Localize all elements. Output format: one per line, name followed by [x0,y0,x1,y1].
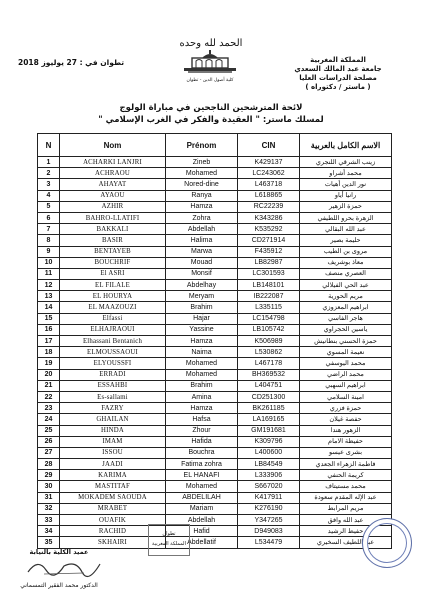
cell-cin: L530862 [238,347,300,358]
cell-nom: ELMOUSSAOUI [60,347,166,358]
cell-arabic: حمزة فزري [300,403,392,414]
cell-cin: CD251300 [238,391,300,402]
cell-prenom: Abdellatif [166,537,238,548]
table-row [38,168,392,179]
faculty-logo [178,50,242,76]
cell-num: 15 [38,313,60,324]
cell-nom: MASTITAF [60,481,166,492]
cell-cin: L534479 [238,537,300,548]
cell-cin: CD271914 [238,235,300,246]
table-header-row [38,134,392,157]
cell-num: 6 [38,212,60,223]
cell-prenom: Zhour [166,425,238,436]
cell-num: 4 [38,190,60,201]
cell-num: 2 [38,168,60,179]
cell-nom: ELHAJRAOUI [60,324,166,335]
cell-num: 35 [38,537,60,548]
cell-cin: D949083 [238,526,300,537]
cell-cin: LB84549 [238,459,300,470]
institution-line-1: المملكة المغربية [310,56,366,64]
stamp-line-2: المملكة المغربية [152,541,186,547]
cell-prenom: Mohamed [166,481,238,492]
table-row [38,358,392,369]
cell-num: 20 [38,369,60,380]
cell-arabic: عبد اللطيف السخيري [300,537,392,548]
table-row [38,157,392,168]
header-cin: CIN [238,134,300,157]
cell-cin: L333906 [238,470,300,481]
table-row [38,380,392,391]
cell-prenom: Abdellah [166,515,238,526]
cell-arabic: مريم الحورية [300,291,392,302]
cell-num: 23 [38,403,60,414]
table-row [38,414,392,425]
cell-num: 30 [38,481,60,492]
cell-arabic: عبد الحي الفيلالي [300,280,392,291]
cell-prenom: Brahim [166,302,238,313]
table-row [38,347,392,358]
candidates-table [37,133,392,549]
cell-num: 7 [38,224,60,235]
table-row [38,280,392,291]
cell-cin: Y347265 [238,515,300,526]
cell-nom: HINDA [60,425,166,436]
table-row [38,235,392,246]
cell-cin: LC154798 [238,313,300,324]
cell-arabic: حمزة الزهير [300,201,392,212]
cell-nom: ISSOU [60,447,166,458]
table-row [38,246,392,257]
cell-prenom: Mohamed [166,358,238,369]
cell-nom: ELYOUSSFI [60,358,166,369]
cell-arabic: امينة السلامي [300,391,392,402]
cell-prenom: Zineb [166,157,238,168]
cell-cin: L335115 [238,302,300,313]
cell-arabic: حليمة بصير [300,235,392,246]
cell-nom: IMAM [60,436,166,447]
logo-caption: كلية أصول الدين - تطوان [186,78,234,83]
cell-nom: ESSAHBI [60,380,166,391]
cell-arabic: فاطمة الزهراء الجعدي [300,459,392,470]
cell-cin: K535292 [238,224,300,235]
cell-nom: BAKKALI [60,224,166,235]
signatory-title: عميد الكلية بالنيابة [29,548,89,556]
cell-nom: EL HOURYA [60,291,166,302]
cell-arabic: هاجر الفاسي [300,313,392,324]
faculty-stamp [148,524,190,556]
cell-prenom: EL HANAFI [166,470,238,481]
cell-num: 33 [38,515,60,526]
cell-cin: LB82987 [238,257,300,268]
cell-num: 28 [38,459,60,470]
cell-num: 32 [38,503,60,514]
cell-prenom: Mariam [166,503,238,514]
cell-cin: K343286 [238,212,300,223]
cell-cin: K429137 [238,157,300,168]
cell-num: 26 [38,436,60,447]
cell-arabic: مروى بن الطيب [300,246,392,257]
cell-nom: GHAILAN [60,414,166,425]
cell-arabic: بشرى عيسو [300,447,392,458]
cell-num: 11 [38,268,60,279]
cell-arabic: عبد الله وافق [300,515,392,526]
cell-num: 31 [38,492,60,503]
cell-arabic: الزهور هندا [300,425,392,436]
basmala: الحمد لله وحده [179,38,243,49]
cell-num: 19 [38,358,60,369]
cell-num: 5 [38,201,60,212]
cell-num: 24 [38,414,60,425]
cell-cin: L463718 [238,179,300,190]
list-title: لائحة المترشحين الناجحين في مباراة الولوج [119,103,303,113]
cell-nom: MOKADEM SAOUDA [60,492,166,503]
cell-num: 16 [38,324,60,335]
cell-cin: L618865 [238,190,300,201]
program-title: لمسلك ماستر: " العقيدة والفكر في الغرب الإسلامي " [98,115,324,125]
cell-cin: K417911 [238,492,300,503]
cell-nom: AYAOU [60,190,166,201]
cell-num: 25 [38,425,60,436]
cell-prenom: Yassine [166,324,238,335]
cell-prenom: Amina [166,391,238,402]
cell-num: 8 [38,235,60,246]
cell-cin: K506989 [238,336,300,347]
cell-nom: OUAFIK [60,515,166,526]
table-row [38,425,392,436]
cell-nom: AHAYAT [60,179,166,190]
cell-cin: K276190 [238,503,300,514]
round-official-stamp [362,518,412,568]
cell-nom: BENTAYEB [60,246,166,257]
table-row [38,224,392,235]
cell-prenom: Ranya [166,190,238,201]
institution-block [268,56,408,92]
table-row [38,391,392,402]
table-row [38,212,392,223]
cell-prenom: Hamza [166,336,238,347]
table-row [38,515,392,526]
cell-nom: RACHID [60,526,166,537]
table-row [38,179,392,190]
cell-cin: LB105742 [238,324,300,335]
cell-cin: BK261185 [238,403,300,414]
cell-nom: EL MAAZOUZI [60,302,166,313]
cell-arabic: عبد الله البقالي [300,224,392,235]
cell-arabic: حفصة غيلان [300,414,392,425]
cell-prenom: Mohamed [166,168,238,179]
cell-arabic: ياسين الحجراوي [300,324,392,335]
table-row [38,291,392,302]
cell-arabic: حفيظة الامام [300,436,392,447]
cell-cin: S667020 [238,481,300,492]
cell-nom: JAADI [60,459,166,470]
cell-prenom: Hajar [166,313,238,324]
cell-prenom: Monsif [166,268,238,279]
cell-nom: SKHAIRI [60,537,166,548]
cell-arabic: زينب الشرقي اللنجري [300,157,392,168]
cell-num: 18 [38,347,60,358]
cell-num: 29 [38,470,60,481]
table-row [38,447,392,458]
cell-nom: BAHRO-LLATIFI [60,212,166,223]
cell-arabic: معاذ بوشريف [300,257,392,268]
cell-arabic: رانيا أياو [300,190,392,201]
table-row [38,403,392,414]
cell-nom: EL FILALE [60,280,166,291]
cell-arabic: كريمة الحنفي [300,470,392,481]
cell-prenom: Fatima zohra [166,459,238,470]
handwritten-signature [24,556,104,578]
document-date: تطوان في : 27 يوليوز 2018 [18,58,125,67]
cell-prenom: Brahim [166,380,238,391]
cell-prenom: Abdellah [166,224,238,235]
table-row [38,481,392,492]
cell-nom: BASIR [60,235,166,246]
cell-arabic: حفيظ الرشيد [300,526,392,537]
cell-nom: Es-sallami [60,391,166,402]
cell-cin: LC243062 [238,168,300,179]
table-row [38,526,392,537]
cell-num: 9 [38,246,60,257]
cell-num: 27 [38,447,60,458]
cell-num: 1 [38,157,60,168]
table-row [38,268,392,279]
cell-num: 14 [38,302,60,313]
cell-num: 3 [38,179,60,190]
cell-cin: L400600 [238,447,300,458]
cell-arabic: نعيمة المسوي [300,347,392,358]
cell-arabic: حمزة الحسني بنطانيش [300,336,392,347]
cell-cin: L404751 [238,380,300,391]
table-row [38,470,392,481]
cell-arabic: عبد الإله المقدم سعودة [300,492,392,503]
table-row [38,302,392,313]
cell-prenom: Hamza [166,201,238,212]
cell-prenom: Meryam [166,291,238,302]
table-row [38,190,392,201]
cell-nom: ACHRAOU [60,168,166,179]
table-row [38,436,392,447]
cell-arabic: نور الدين أهيات [300,179,392,190]
cell-cin: K309796 [238,436,300,447]
cell-prenom: Abdelhay [166,280,238,291]
cell-prenom: Naima [166,347,238,358]
table-row [38,537,392,548]
institution-line-3: مصلحة الدراسات العليا [299,74,377,82]
cell-prenom: Nored-dine [166,179,238,190]
cell-prenom: Mohamed [166,369,238,380]
cell-num: 22 [38,391,60,402]
header-number: N [38,134,60,157]
cell-arabic: محمد أشراو [300,168,392,179]
cell-arabic: محمد اليوسفي [300,358,392,369]
cell-num: 13 [38,291,60,302]
cell-prenom: ABDELILAH [166,492,238,503]
cell-prenom: Hamza [166,403,238,414]
cell-cin: LA169165 [238,414,300,425]
cell-nom: MRABET [60,503,166,514]
table-row [38,492,392,503]
cell-nom: El ASRI [60,268,166,279]
cell-prenom: Hafida [166,436,238,447]
cell-num: 10 [38,257,60,268]
cell-cin: IB222087 [238,291,300,302]
cell-prenom: Hafid [166,526,238,537]
table-row [38,369,392,380]
table-row [38,201,392,212]
header-nom: Nom [60,134,166,157]
institution-line-4: ( ماستر / دكتوراه ) [305,83,371,91]
cell-nom: AZHIR [60,201,166,212]
cell-cin: GM191681 [238,425,300,436]
table-row [38,503,392,514]
cell-cin: LC301593 [238,268,300,279]
cell-arabic: الزهرة بحرو اللطيفي [300,212,392,223]
cell-nom: ERRADI [60,369,166,380]
header-prenom: Prénom [166,134,238,157]
cell-prenom: Zohra [166,212,238,223]
cell-prenom: Mouad [166,257,238,268]
cell-cin: LB148101 [238,280,300,291]
cell-prenom: Bouchra [166,447,238,458]
cell-cin: BH369532 [238,369,300,380]
cell-arabic: ابراهيم المعزوزي [300,302,392,313]
cell-num: 12 [38,280,60,291]
institution-line-2: جامعة عبد المالك السعدي [294,65,382,73]
cell-cin: RC22239 [238,201,300,212]
cell-prenom: Halima [166,235,238,246]
table-row [38,257,392,268]
cell-prenom: Marwa [166,246,238,257]
cell-arabic: محمد الراضي [300,369,392,380]
cell-cin: F435912 [238,246,300,257]
cell-arabic: مريم المرابط [300,503,392,514]
cell-arabic: العصري منصف [300,268,392,279]
signatory-name: الدكتور محمد الفقير التمسماني [20,582,98,589]
cell-num: 17 [38,336,60,347]
cell-nom: ACHARKI LANJRI [60,157,166,168]
cell-arabic: ابراهيم السهبي [300,380,392,391]
cell-arabic: محمد مستيتاف [300,481,392,492]
table-row [38,336,392,347]
table-row [38,313,392,324]
cell-nom: Elhassani Bentanich [60,336,166,347]
header-arabic-name: الاسم الكامل بالعربية [300,134,392,157]
stamp-line-1: تطوان [162,531,176,537]
cell-prenom: Hafsa [166,414,238,425]
cell-nom: FAZRY [60,403,166,414]
table-row [38,324,392,335]
table-row [38,459,392,470]
cell-num: 34 [38,526,60,537]
cell-num: 21 [38,380,60,391]
cell-cin: L467178 [238,358,300,369]
cell-nom: KARIMA [60,470,166,481]
cell-nom: BOUCHRIF [60,257,166,268]
cell-nom: Elfassi [60,313,166,324]
